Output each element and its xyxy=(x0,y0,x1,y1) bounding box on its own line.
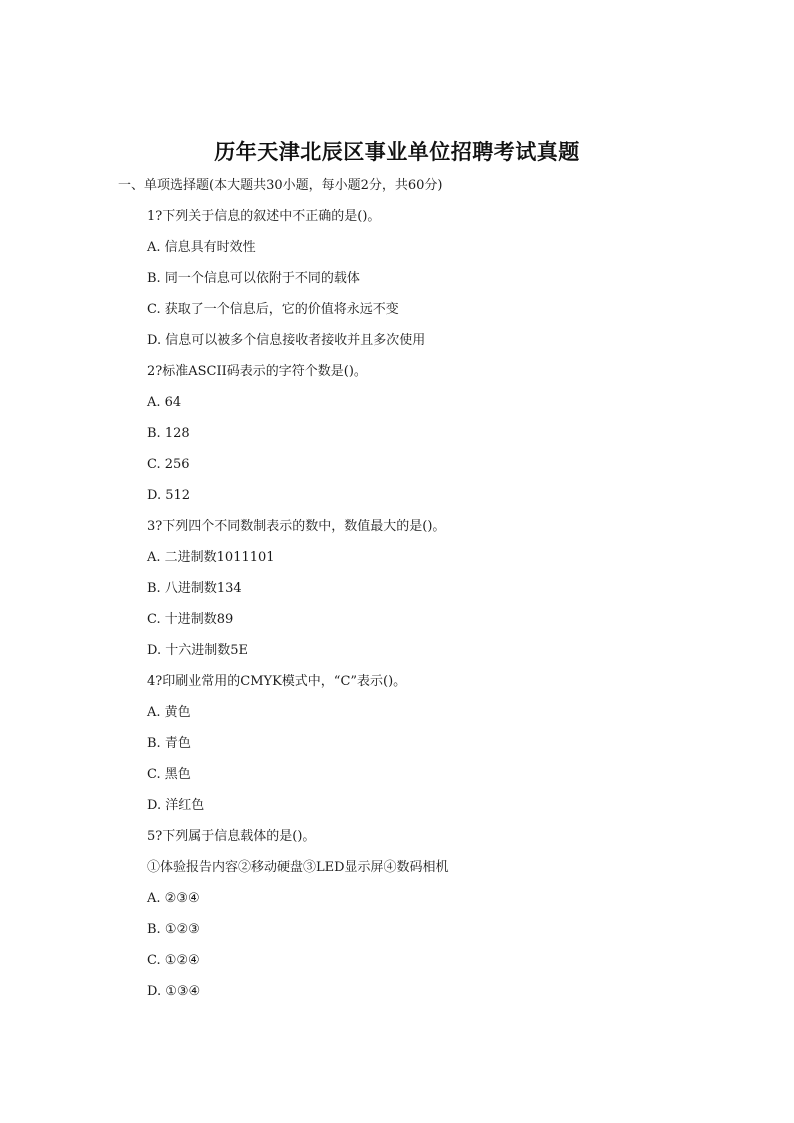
question-5-stem: 5?下列属于信息载体的是()。 xyxy=(147,829,316,844)
question-3-stem: 3?下列四个不同数制表示的数中，数值最大的是()。 xyxy=(147,519,446,534)
question-2-stem: 2?标准ASCII码表示的字符个数是()。 xyxy=(147,364,367,379)
question-5-option-a: A. ②③④ xyxy=(147,891,200,906)
question-4-option-d: D. 洋红色 xyxy=(147,798,205,813)
question-5-option-c: C. ①②④ xyxy=(147,953,200,968)
question-2-option-c: C. 256 xyxy=(147,457,190,472)
question-5-option-b: B. ①②③ xyxy=(147,922,200,937)
question-3-option-a: A. 二进制数1011101 xyxy=(147,550,275,565)
question-3-option-b: B. 八进制数134 xyxy=(147,581,242,596)
question-5-note: ①体验报告内容②移动硬盘③LED显示屏④数码相机 xyxy=(147,860,449,875)
question-1-option-d: D. 信息可以被多个信息接收者接收并且多次使用 xyxy=(147,333,426,348)
question-1-option-b: B. 同一个信息可以依附于不同的载体 xyxy=(147,271,360,286)
question-4-option-b: B. 青色 xyxy=(147,736,191,751)
document-title: 历年天津北辰区事业单位招聘考试真题 xyxy=(214,139,580,164)
question-2-option-b: B. 128 xyxy=(147,426,190,441)
question-2-option-a: A. 64 xyxy=(147,395,182,410)
question-4-stem: 4?印刷业常用的CMYK模式中，“C”表示()。 xyxy=(147,674,407,689)
question-2-option-d: D. 512 xyxy=(147,488,191,503)
question-3-option-d: D. 十六进制数5E xyxy=(147,643,248,658)
question-5-option-d: D. ①③④ xyxy=(147,984,201,999)
question-1-option-c: C. 获取了一个信息后，它的价值将永远不变 xyxy=(147,302,399,317)
question-1-option-a: A. 信息具有时效性 xyxy=(147,240,256,255)
section-heading: 一、单项选择题(本大题共30小题，每小题2分，共60分) xyxy=(118,178,443,193)
question-4-option-a: A. 黄色 xyxy=(147,705,191,720)
question-4-option-c: C. 黑色 xyxy=(147,767,191,782)
question-3-option-c: C. 十进制数89 xyxy=(147,612,234,627)
question-1-stem: 1?下列关于信息的叙述中不正确的是()。 xyxy=(147,209,381,224)
question-list xyxy=(147,208,747,1014)
